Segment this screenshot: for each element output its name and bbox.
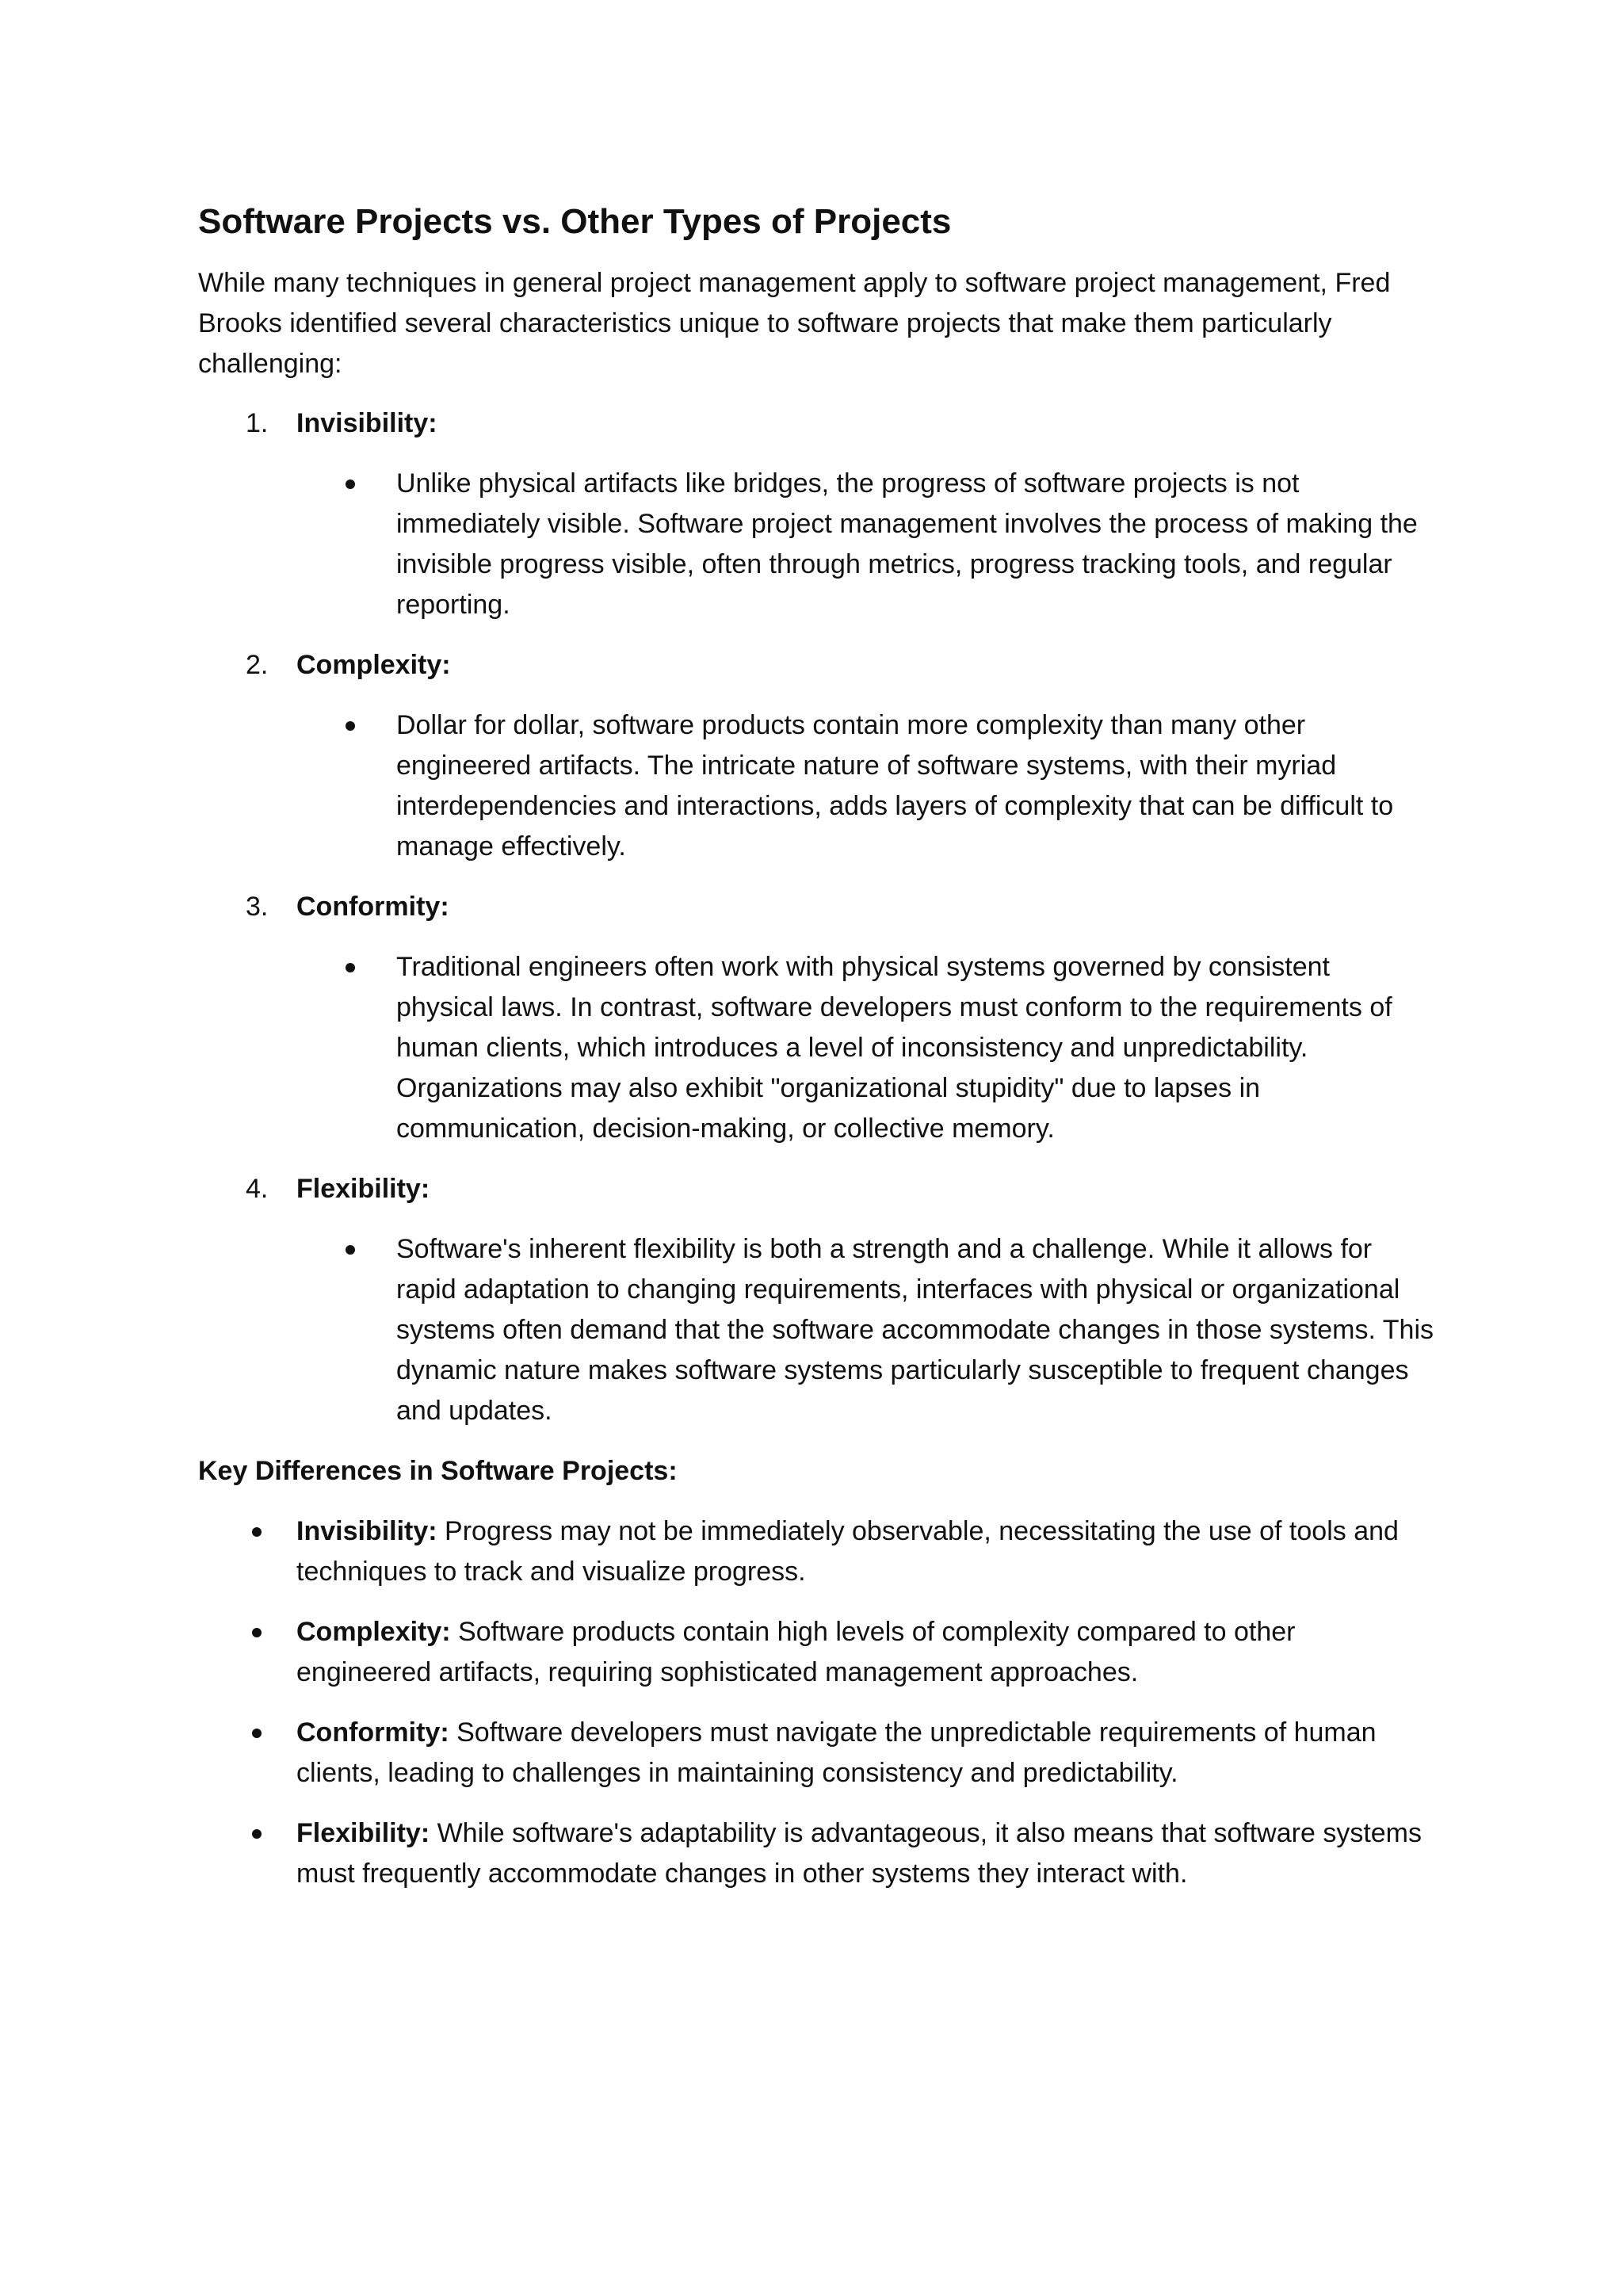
- intro-paragraph: While many techniques in general project management apply to software project management, Fred Brooks identified several characteristics unique to software projects that make them particularly challenging:: [198, 268, 1391, 379]
- list-number: 4.: [246, 1174, 269, 1204]
- bullet-icon: [346, 479, 355, 489]
- characteristic-heading-flexibility: [198, 1169, 1434, 1209]
- key-difference-flexibility: [198, 1813, 1434, 1894]
- key-difference-text: While software's adaptability is advantageous, it also means that software systems must frequently accommodate changes in other systems they interact with.: [296, 1818, 1422, 1889]
- characteristic-title: Conformity:: [296, 892, 449, 922]
- list-number: 3.: [246, 892, 269, 922]
- key-difference-term: Invisibility:: [296, 1516, 437, 1546]
- key-difference-text: Software developers must navigate the unpredictable requirements of human clients, leading to challenges in maintaining consistency and predictability.: [296, 1717, 1377, 1788]
- bullet-icon: [252, 1829, 262, 1839]
- characteristic-title: Complexity:: [296, 650, 451, 680]
- bullet-icon: [346, 963, 355, 972]
- key-difference-text: Software products contain high levels of complexity compared to other engineered artifacts, requiring sophisticated management approaches.: [296, 1617, 1296, 1687]
- characteristic-detail-text: Dollar for dollar, software products contain more complexity than many other engineered artifacts. The intricate nature of software systems, with their myriad interdependencies and interactions, adds layers of complexity that can be difficult to manage effectively.: [396, 710, 1394, 861]
- characteristic-heading-invisibility: [198, 403, 1434, 444]
- bullet-icon: [252, 1527, 262, 1537]
- bullet-icon: [346, 721, 355, 731]
- key-difference-term: Conformity:: [296, 1717, 449, 1748]
- key-difference-text: Progress may not be immediately observable, necessitating the use of tools and techniques to track and visualize progress.: [296, 1516, 1399, 1587]
- key-difference-term: Complexity:: [296, 1617, 451, 1647]
- characteristic-title: Flexibility:: [296, 1174, 430, 1204]
- list-number: 2.: [246, 650, 269, 680]
- characteristic-detail-conformity: [198, 947, 1434, 1149]
- characteristic-detail-complexity: [198, 705, 1434, 867]
- characteristic-detail-text: Software's inherent flexibility is both a strength and a challenge. While it allows for rapid adaptation to changing requirements, interfaces with physical or organizational systems often demand that the software accommodate changes in those systems. This dynamic nature makes software systems particularly susceptible to frequent changes and updates.: [396, 1234, 1434, 1426]
- characteristic-title: Invisibility:: [296, 408, 437, 438]
- characteristic-detail-text: Unlike physical artifacts like bridges, the progress of software projects is not immediately visible. Software project management involves the process of making the invisible progress visible, often through metrics, progress tracking tools, and regular reporting.: [396, 468, 1418, 620]
- characteristic-heading-conformity: [198, 887, 1434, 927]
- characteristic-heading-complexity: [198, 645, 1434, 686]
- characteristic-detail-flexibility: [198, 1229, 1434, 1431]
- bullet-icon: [252, 1628, 262, 1637]
- characteristic-detail-invisibility: [198, 464, 1434, 625]
- key-difference-invisibility: [198, 1511, 1434, 1592]
- list-number: 1.: [246, 408, 269, 438]
- characteristic-detail-text: Traditional engineers often work with physical systems governed by consistent physical laws. In contrast, software developers must conform to the requirements of human clients, which introduces a level of inconsistency and unpredictability. Organizations may also exhibit "organizational stupidity" due to lapses in communication, decision-making, or collective memory.: [396, 952, 1392, 1144]
- page-title: Software Projects vs. Other Types of Projects: [198, 202, 952, 241]
- key-difference-complexity: [198, 1612, 1434, 1693]
- bullet-icon: [252, 1729, 262, 1738]
- key-differences-heading: Key Differences in Software Projects:: [198, 1456, 678, 1486]
- key-difference-term: Flexibility:: [296, 1818, 430, 1848]
- document-page: [198, 198, 1434, 1914]
- key-difference-conformity: [198, 1713, 1434, 1794]
- bullet-icon: [346, 1245, 355, 1255]
